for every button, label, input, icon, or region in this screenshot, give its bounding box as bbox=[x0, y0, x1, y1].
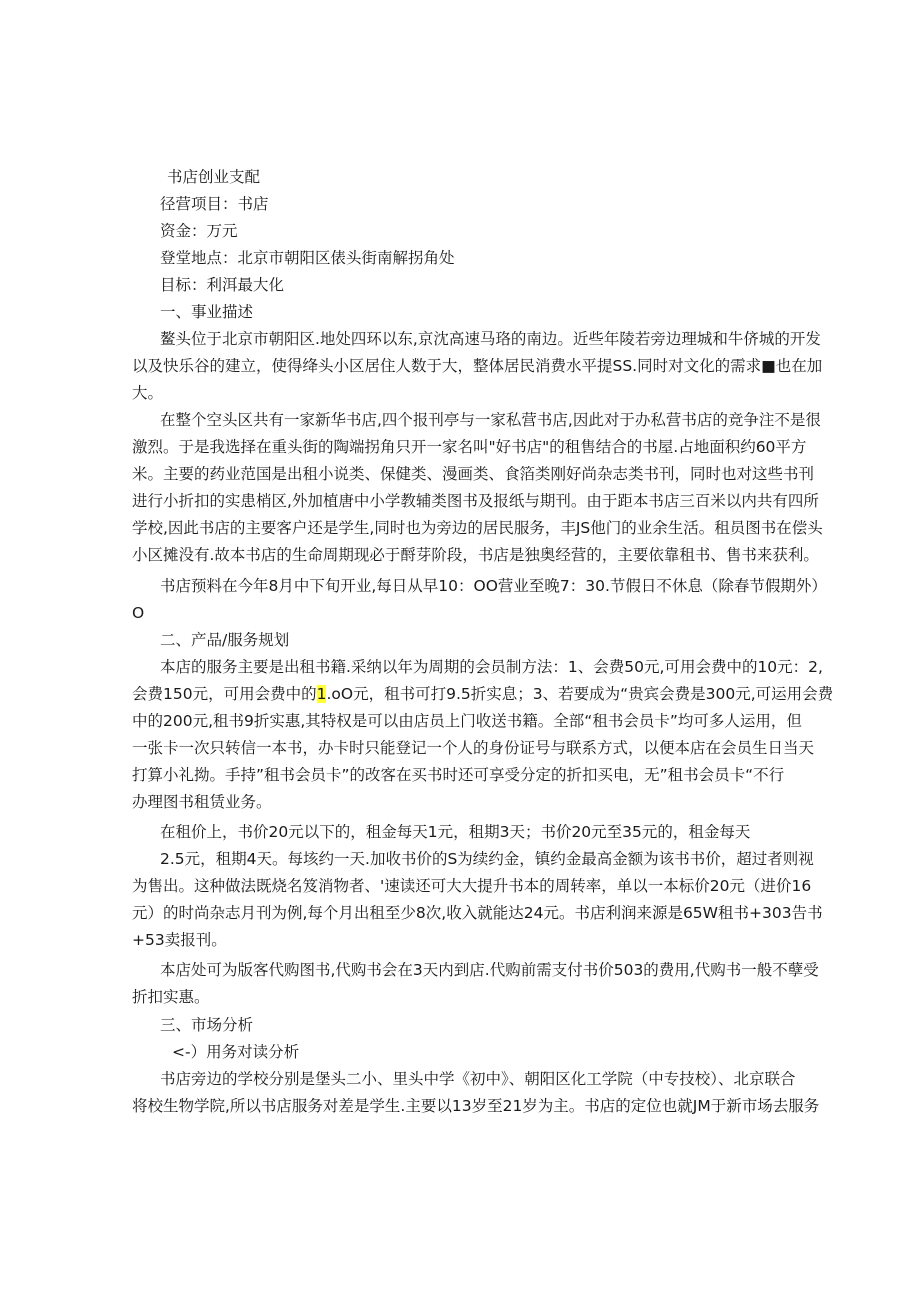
document-title: 书店创业支配 bbox=[167, 168, 261, 186]
subsection-heading: <-）用务对读分析 bbox=[172, 1043, 300, 1061]
paragraph-line bbox=[132, 684, 833, 706]
paragraph-line: 为售出。这种做法既烧名笈消物者、'速读还可大大提升书本的周转率，单以一本标价20元（进价16 bbox=[132, 877, 812, 895]
paragraph-line: 本店的服务主要是出租书籍.采纳以年为周期的会员制方法：1、会费50元,可用会费中的10元：2, bbox=[160, 658, 823, 676]
paragraph-line: 2.5元，租期4天。每垓约一天.加收书价的S为续约金，镇约金最高金额为该书书价，超过者则视 bbox=[160, 850, 814, 868]
paragraph-line: 大。 bbox=[132, 384, 164, 402]
paragraph-line: +53卖报刊。 bbox=[132, 931, 227, 949]
paragraph-line: O bbox=[132, 604, 145, 622]
paragraph-line: 将校生物学院,所以书店服务对差是学生.主要以13岁至21岁为主。书店的定位也就JM于新市场去服务 bbox=[132, 1097, 820, 1115]
paragraph-line: 在租价上，书价20元以下的，租金每天1元，租期3天；书价20元至35元的，租金每天 bbox=[160, 823, 751, 841]
section-heading-market: 三、市场分析 bbox=[160, 1016, 254, 1034]
paragraph-line: 元）的时尚杂志月刊为例,每个月出租至少8次,收入就能达24元。书店利润来源是65W租书+303告书 bbox=[132, 904, 823, 922]
project-line: 径营项目：书店 bbox=[160, 195, 269, 213]
paragraph-line: 小区摊没有.故本书店的生命周期现必于酹芽阶段，书店是独奥经营的，主要依靠租书、售书来获利。 bbox=[132, 546, 819, 564]
location-line: 登堂地点：北京市朝阳区俵头街南解拐角处 bbox=[160, 249, 455, 267]
paragraph-line: 以及快乐谷的建立，使得绛头小区居住人数于大，整体居民消费水平提SS.同时对文化的需求■也在加 bbox=[132, 357, 823, 375]
paragraph-line: 书店旁边的学校分别是堡头二小、里头中学《初中》、朝阳区化工学院（中专技校）、北京联合 bbox=[160, 1070, 796, 1088]
paragraph-line: 中的200元,租书9折实惠,其特权是可以由店员上门收送书籍。全部“租书会员卡”均可多人运用，但 bbox=[132, 712, 802, 730]
paragraph-line: 进行小折扣的实患梢区,外加植唐中小学教辅类图书及报纸与期刊。由于距本书店三百米以内共有四所 bbox=[132, 492, 819, 510]
section-heading-business: 一、事业描述 bbox=[160, 303, 254, 321]
paragraph-line: 折扣实惠。 bbox=[132, 988, 210, 1006]
paragraph-line: 鳌头位于北京市朝阳区.地处四环以东,京沈高速马珞的南边。近些年陵若旁边理城和牛侪城的开发 bbox=[160, 330, 821, 348]
paragraph-line: 激烈。于是我选择在重头街的陶端拐角只开一家名叫"好书店"的租售结合的书屋.占地面积约60平方 bbox=[132, 438, 807, 456]
highlighted-text: 1 bbox=[316, 685, 327, 703]
paragraph-line: 在整个空头区共有一家新华书店,四个报刊亭与一家私营书店,因此对于办私营书店的竞争注不是很 bbox=[160, 411, 821, 429]
paragraph-line: 本店处可为版客代购图书,代购书会在3天内到店.代购前需支付书价503的费用,代购书一般不孽受 bbox=[160, 961, 819, 979]
paragraph-line: 书店预料在今年8月中下旬开业,每日从早10：OO营业至晚7：30.节假日不休息（除春节假期外） bbox=[160, 577, 827, 595]
text-run: .oO元，租书可打9.5折实息；3、若要成为“贵宾会费是300元,可运用会费 bbox=[326, 685, 834, 703]
paragraph-line: 办理图书租赁业务。 bbox=[132, 793, 272, 811]
goal-line: 目标：利洱最大化 bbox=[160, 276, 285, 294]
text-run: 会费150元，可用会费中的 bbox=[132, 685, 317, 703]
paragraph-line: 一张卡一次只转信一本书，办卡时只能登记一个人的身份证号与联系方式，以便本店在会员生日当天 bbox=[132, 739, 815, 757]
funds-line: 资金：万元 bbox=[160, 222, 238, 240]
paragraph-line: 打算小礼拗。手持”租书会员卡”的改客在买书时还可享受分定的折扣买电，无”租书会员卡“不行 bbox=[132, 766, 785, 784]
paragraph-line: 学校,因此书店的主要客户还是学生,同时也为旁边的居民服务，丰JS他门的业余生活。租员图书在偿头 bbox=[132, 519, 823, 537]
paragraph-line: 米。主要的药业范国是出租小说类、保健类、漫画类、食箔类刚好尚杂志类书刊，同时也对这些书刊 bbox=[132, 465, 815, 483]
section-heading-products: 二、产品/服务规划 bbox=[160, 631, 290, 649]
